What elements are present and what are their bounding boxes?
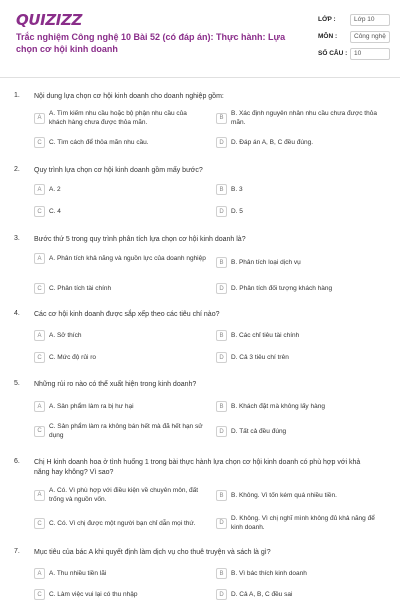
option-text: B. Xác định nguyên nhân nhu cầu chưa được thỏa mãn. [231, 110, 377, 126]
option-b[interactable] [216, 109, 388, 127]
option-letter: C [34, 206, 45, 217]
option-b[interactable] [216, 401, 388, 412]
option-text: D. 5 [231, 208, 243, 215]
question-number: 4. [14, 310, 20, 317]
option-text: A. 2 [49, 186, 61, 193]
option-letter: D [216, 589, 227, 600]
option-text: A. Thu nhiều tiền lãi [49, 570, 107, 577]
question-number: 2. [14, 166, 20, 173]
option-d[interactable] [216, 352, 388, 363]
question-number: 1. [14, 92, 20, 99]
option-text: C. Làm việc vui lại có thu nhập [49, 591, 138, 598]
option-letter: B [216, 568, 227, 579]
option-text: C. 4 [49, 208, 61, 215]
option-d[interactable] [216, 283, 388, 294]
option-d[interactable] [216, 514, 388, 532]
option-letter: B [216, 184, 227, 195]
option-letter: D [216, 283, 227, 294]
option-b[interactable] [216, 330, 388, 341]
quiz-header [0, 0, 400, 78]
option-a[interactable] [34, 568, 206, 579]
option-letter: D [216, 426, 227, 437]
question-text: Các cơ hội kinh doanh được sắp xếp theo các tiêu chí nào? [34, 311, 220, 318]
option-text: D. Đáp án A, B, C đều đúng. [231, 139, 314, 146]
option-letter: A [34, 401, 45, 412]
option-text: B. Phân tích loại dịch vụ [231, 259, 301, 266]
option-text: A. Tìm kiếm nhu cầu hoặc bộ phận nhu cầu của khách hàng chưa được thỏa mãn. [49, 110, 187, 126]
option-letter: C [34, 518, 45, 529]
option-letter: A [34, 568, 45, 579]
option-a[interactable] [34, 401, 206, 412]
option-letter: A [34, 330, 45, 341]
option-a[interactable] [34, 330, 206, 341]
option-text: B. Không. Vì tốn kém quá nhiều tiền. [231, 492, 337, 499]
option-text: C. Sản phẩm làm ra không bán hết mà đã hết hạn sử dụng [49, 423, 203, 439]
option-letter: A [34, 184, 45, 195]
option-letter: A [34, 113, 45, 124]
meta-value: 10 [350, 48, 390, 60]
option-letter: A [34, 490, 45, 501]
option-letter: C [34, 426, 45, 437]
option-letter: B [216, 401, 227, 412]
option-letter: D [216, 206, 227, 217]
option-letter: C [34, 283, 45, 294]
option-text: B. Khách đặt mà không lấy hàng [231, 403, 325, 410]
option-text: A. Sở thích [49, 332, 82, 339]
option-text: D. Không. Vì chị nghĩ mình không đủ khả năng để kinh doanh. [231, 515, 375, 531]
meta-row-grade [318, 14, 390, 26]
page-title: Trắc nghiệm Công nghệ 10 Bài 52 (có đáp án): Thực hành: Lựa chọn cơ hội kinh doanh [16, 32, 286, 54]
option-d[interactable] [216, 137, 388, 148]
question-text: Nội dung lựa chọn cơ hội kinh doanh cho doanh nghiệp gồm: [34, 93, 224, 100]
option-text: B. Các chỉ tiêu tài chính [231, 332, 300, 339]
meta-value: Lớp 10 [350, 14, 390, 26]
question-text: Chị H kinh doanh hoa ở tình huống 1 trong bài thực hành lựa chọn cơ hội kinh doanh có phù hợp với khả năng hay không? Vì sao? [34, 459, 361, 476]
option-letter: C [34, 352, 45, 363]
question-number: 3. [14, 235, 20, 242]
option-text: D. Cả A, B, C đều sai [231, 591, 293, 598]
option-letter: C [34, 589, 45, 600]
option-c[interactable] [34, 422, 206, 440]
option-text: C. Phân tích tài chính [49, 285, 112, 292]
option-c[interactable] [34, 352, 206, 363]
option-a[interactable] [34, 184, 206, 195]
option-d[interactable] [216, 206, 388, 217]
option-c[interactable] [34, 589, 206, 600]
meta-row-subject [318, 31, 390, 43]
meta-label: MÔN : [318, 33, 338, 40]
option-text: D. Tất cả đều đúng [231, 428, 287, 435]
question-number: 5. [14, 380, 20, 387]
option-text: C. Mức độ rủi ro [49, 354, 96, 361]
question-text: Bước thứ 5 trong quy trình phân tích lựa chọn cơ hội kinh doanh là? [34, 236, 246, 243]
option-a[interactable] [34, 109, 206, 127]
option-letter: A [34, 253, 45, 264]
quizizz-logo[interactable]: QUIZIZZ [16, 11, 82, 29]
question-text: Mục tiêu của bác A khi quyết định làm dịch vụ cho thuê truyện và sách là gì? [34, 549, 271, 556]
meta-row-count [318, 48, 390, 60]
question-text: Những rủi ro nào có thể xuất hiện trong kinh doanh? [34, 381, 197, 388]
option-text: A. Có. Vì phù hợp với điều kiện về chuyên môn, đất trống và nguồn vốn. [49, 487, 199, 503]
quiz-meta [318, 14, 390, 65]
option-letter: B [216, 330, 227, 341]
option-text: C. Tìm cách để thỏa mãn nhu cầu. [49, 139, 149, 146]
option-letter: B [216, 113, 227, 124]
option-text: B. 3 [231, 186, 243, 193]
question-number: 6. [14, 458, 20, 465]
option-text: D. Phân tích đối tượng khách hàng [231, 285, 333, 292]
option-d[interactable] [216, 426, 388, 437]
option-a[interactable] [34, 486, 206, 504]
option-letter: B [216, 257, 227, 268]
option-c[interactable] [34, 283, 206, 294]
option-letter: D [216, 137, 227, 148]
question-number: 7. [14, 548, 20, 555]
option-c[interactable] [34, 206, 206, 217]
option-text: B. Vì bác thích kinh doanh [231, 570, 307, 577]
meta-value: Công nghệ [350, 31, 390, 43]
meta-label: LỚP : [318, 16, 336, 23]
option-letter: B [216, 490, 227, 501]
meta-label: SỐ CÂU : [318, 50, 348, 57]
option-c[interactable] [34, 518, 206, 529]
option-text: A. Phân tích khả năng và nguồn lực của doanh nghiệp [49, 255, 206, 262]
option-b[interactable] [216, 568, 388, 579]
option-a[interactable] [34, 253, 206, 264]
option-letter: C [34, 137, 45, 148]
question-text: Quy trình lựa chọn cơ hội kinh doanh gồm mấy bước? [34, 167, 203, 174]
option-b[interactable] [216, 184, 388, 195]
option-text: C. Có. Vì chị được một người bạn chỉ dẫn mọi thứ. [49, 520, 196, 527]
option-letter: D [216, 352, 227, 363]
option-letter: D [216, 518, 227, 529]
option-d[interactable] [216, 589, 388, 600]
option-b[interactable] [216, 257, 388, 268]
option-text: D. Cả 3 tiêu chí trên [231, 354, 289, 361]
option-b[interactable] [216, 490, 388, 501]
option-c[interactable] [34, 137, 206, 148]
option-text: A. Sản phẩm làm ra bị hư hại [49, 403, 134, 410]
